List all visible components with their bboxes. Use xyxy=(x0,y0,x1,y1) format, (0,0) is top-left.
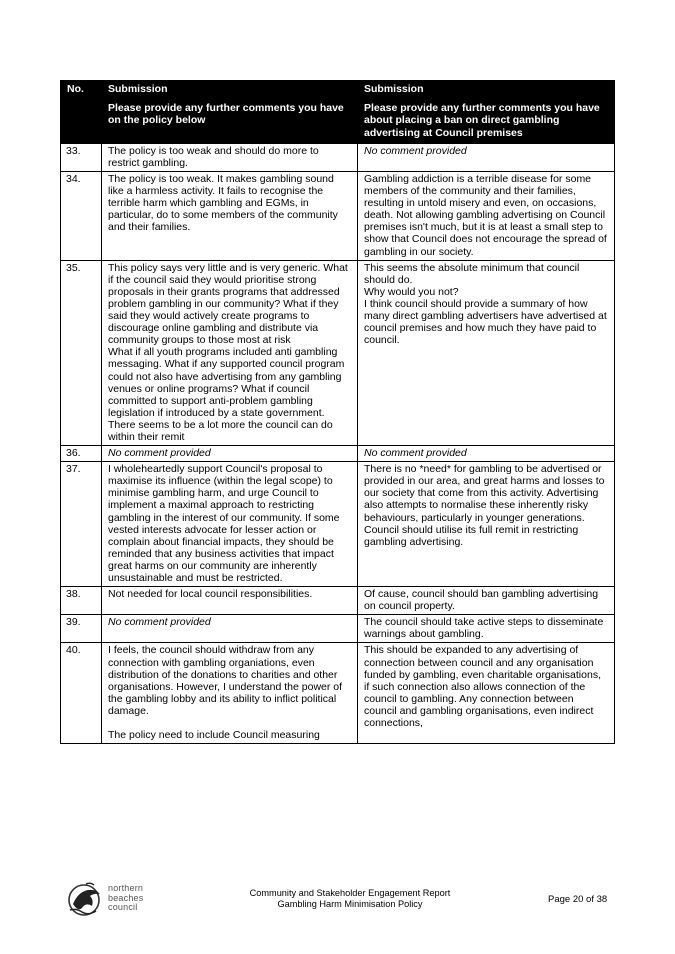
header-ban-submission xyxy=(358,81,615,144)
policy-comment: The policy is too weak. It makes gambling sound like a harmless activity. It fails to recognise the terrible harm which gambling and EGMs, in particular, do to some members of the community and their families. xyxy=(102,172,358,261)
table-row xyxy=(61,643,615,744)
submissions-table xyxy=(60,80,615,744)
table-row xyxy=(61,446,615,462)
table-row xyxy=(61,462,615,587)
footer-title-line: Gambling Harm Minimisation Policy xyxy=(277,899,423,909)
row-number: 34. xyxy=(61,172,102,261)
table-row xyxy=(61,587,615,615)
header-ban-title: Submission xyxy=(364,83,424,95)
row-number: 36. xyxy=(61,446,102,462)
council-logo-icon xyxy=(64,878,106,920)
header-no: No. xyxy=(61,81,102,144)
table-header-row xyxy=(61,81,615,144)
row-number: 38. xyxy=(61,587,102,615)
table-row xyxy=(61,143,615,171)
ban-comment: Gambling addiction is a terrible disease for some members of the community and their families, resulting in untold misery and even, on occasions, death. Not allowing gambling advertising on Council premises isn't much, but it is at least a small step to show that Council does not encourage the spread of gambling in our society. xyxy=(358,172,615,261)
ban-comment: This seems the absolute minimum that council should do. Why would you not? I think council should provide a summary of how many direct gambling advertisers have advertised at council premises and how much they have paid to council. xyxy=(358,260,615,445)
policy-comment: This policy says very little and is very generic. What if the council said they would prioritise strong proposals in their grants programs that addressed problem gambling in our community? What if they said they would actively create programs to discourage online gambling and distribute via community groups to those most at risk What if all youth programs included anti gambling messaging. What if any supported council program could not also have advertising from any gambling venues or online programs? What if council committed to support anti-problem gambling legislation if introduced by a state government. There seems to be a lot more the council can do within their remit xyxy=(102,260,358,445)
policy-comment: No comment provided xyxy=(102,446,358,462)
ban-comment: There is no *need* for gambling to be advertised or provided in our area, and great harms and losses to our society that come from this activity. Advertising also attempts to normalise these inherently risky behaviours, particularly in younger generations. Council should utilise its full remit in restricting gambling advertising. xyxy=(358,462,615,587)
page-footer xyxy=(0,872,675,932)
logo-line: northern xyxy=(108,883,144,893)
ban-comment: No comment provided xyxy=(358,446,615,462)
row-number: 37. xyxy=(61,462,102,587)
ban-comment: The council should take active steps to disseminate warnings about gambling. xyxy=(358,615,615,643)
header-policy-title: Submission xyxy=(108,83,168,95)
ban-comment: This should be expanded to any advertising of connection between council and any organisation funded by gambling, even charitable organisations, if such connection also allows connection of the council to gambling. Any connection between council and gambling organisations, even indirect connections, xyxy=(358,643,615,744)
table-row xyxy=(61,615,615,643)
row-number: 35. xyxy=(61,260,102,445)
page-number: Page 20 of 38 xyxy=(548,894,608,905)
logo-line: council xyxy=(108,902,138,912)
council-logo-text xyxy=(108,884,143,913)
policy-comment: I feels, the council should withdraw from any connection with gambling organiations, even distribution of the donations to charities and other organisations. However, I understand the power of the gambling lobby and its ability to inflict political damage. The policy need to include Council measuring xyxy=(102,643,358,744)
logo-line: beaches xyxy=(108,892,144,903)
row-number: 39. xyxy=(61,615,102,643)
policy-comment: No comment provided xyxy=(102,615,358,643)
ban-comment: Of cause, council should ban gambling advertising on council property. xyxy=(358,587,615,615)
header-policy-submission xyxy=(102,81,358,144)
footer-title xyxy=(230,888,470,910)
policy-comment: Not needed for local council responsibilities. xyxy=(102,587,358,615)
policy-comment: I wholeheartedly support Council's proposal to maximise its influence (within the legal scope) to minimise gambling harm, and urge Council to implement a maximal approach to restricting gambling in the interest of our community. If some vested interests advocate for lesser action or complain about financial impacts, they should be reminded that any business activities that impact great harms on our community are inherently unsustainable and must be restricted. xyxy=(102,462,358,587)
header-policy-question: Please provide any further comments you have on the policy below xyxy=(108,102,344,127)
row-number: 40. xyxy=(61,643,102,744)
header-ban-question: Please provide any further comments you have about placing a ban on direct gambling advertising at Council premises xyxy=(364,102,600,139)
table-row xyxy=(61,172,615,261)
council-logo xyxy=(64,878,184,926)
footer-title-line: Community and Stakeholder Engagement Report xyxy=(249,888,451,898)
ban-comment: No comment provided xyxy=(358,143,615,171)
table-row xyxy=(61,260,615,445)
policy-comment: The policy is too weak and should do more to restrict gambling. xyxy=(102,143,358,171)
row-number: 33. xyxy=(61,143,102,171)
